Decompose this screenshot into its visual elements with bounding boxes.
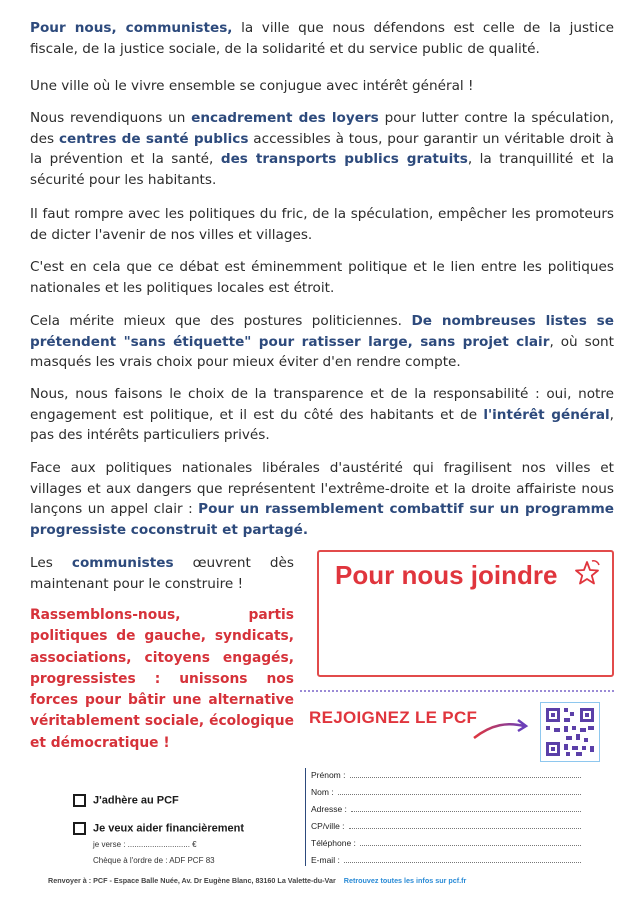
field-label: Téléphone :: [311, 838, 356, 848]
form-divider: [305, 768, 306, 866]
field-line[interactable]: [349, 821, 581, 829]
field-label: Prénom :: [311, 770, 346, 780]
checkbox-icon[interactable]: [73, 822, 86, 835]
emphasis-text: Pour un rassemblement combattif sur un programme progressiste coconstruit et partagé.: [30, 501, 614, 538]
paragraph-postures: [30, 311, 614, 373]
field-line[interactable]: [350, 770, 582, 778]
paragraph-text: Nous, nous faisons le choix de la transparence et de la responsabilité : oui, notre engagement est politique, et il est du côté des habitants et de: [30, 386, 614, 423]
paragraph-communistes: [30, 553, 294, 594]
paragraph-rassemblons: Rassemblons-nous, partis politiques de gauche, syndicats, associations, citoyens engagés, progressistes : unissons nos forces pour bâtir une alternative véritablement sociale, écologique et démocratique !: [30, 607, 294, 751]
field-label: Adresse :: [311, 804, 347, 814]
field-line[interactable]: [351, 804, 581, 812]
qr-code-icon[interactable]: [540, 702, 600, 762]
paragraph-appel: [30, 458, 614, 540]
paragraph-revendications: [30, 108, 614, 190]
field-line[interactable]: [360, 838, 581, 846]
field-label: E-mail :: [311, 855, 340, 865]
checkbox-icon[interactable]: [73, 794, 86, 807]
adhere-label: J'adhère au PCF: [93, 794, 179, 807]
field-adresse[interactable]: [311, 804, 581, 814]
amount-field[interactable]: je verse : ............................ €: [93, 840, 197, 849]
emphasis-text: l'intérêt général: [483, 406, 610, 423]
field-cp-ville[interactable]: [311, 821, 581, 831]
arrow-icon: [470, 714, 532, 744]
emphasis-text: encadrement des loyers: [191, 110, 379, 126]
emphasis-text: De nombreuses listes se prétendent "sans étiquette" pour ratisser large, sans projet clair: [30, 313, 614, 350]
emphasis-text: des transports publics gratuits: [220, 151, 468, 167]
star-icon: [572, 558, 602, 588]
financer-label: Je veux aider financièrement: [93, 822, 245, 835]
adhere-checkbox[interactable]: [73, 794, 179, 807]
footer-address: Renvoyer à : PCF - Espace Balle Nuée, Av. Dr Eugène Blanc, 83160 La Valette-du-Var: [48, 876, 336, 885]
join-title: REJOIGNEZ LE PCF: [309, 708, 478, 727]
field-label: Nom :: [311, 787, 334, 797]
contact-title: Pour nous joindre: [335, 560, 558, 590]
field-prenom[interactable]: [311, 770, 581, 780]
paragraph-rompre: Il faut rompre avec les politiques du fric, de la spéculation, empêcher les promoteurs de dicter l'avenir de nos villes et villages.: [30, 206, 614, 243]
paragraph-vivre-ensemble: Une ville où le vivre ensemble se conjugue avec intérêt général !: [30, 78, 474, 94]
emphasis-text: communistes: [71, 555, 174, 571]
paragraph-text: Face aux politiques nationales libérales d'austérité qui fragilisent nos villes et villages et aux dangers que représentent l'extrême-droite et la droite affairiste nous lançons un appel clair :: [30, 460, 614, 517]
paragraph-intro: [30, 18, 614, 59]
field-email[interactable]: [311, 855, 581, 865]
paragraph-text: Les: [30, 555, 72, 571]
emphasis-text: Pour nous, communistes,: [30, 20, 233, 36]
footer: [48, 876, 466, 885]
paragraph-text: , où sont masqués les vrais choix pour mieux éviter d'en rendre compte.: [30, 333, 614, 370]
field-line[interactable]: [344, 855, 581, 863]
field-nom[interactable]: [311, 787, 581, 797]
contact-box: [317, 550, 614, 677]
paragraph-text: la ville que nous défendons est celle de la justice fiscale, de la justice sociale, de la solidarité et du service public de qualité.: [30, 20, 614, 57]
paragraph-text: Nous revendiquons un: [30, 110, 192, 126]
emphasis-text: centres de santé publics: [58, 130, 249, 147]
paragraph-transparence: [30, 384, 614, 446]
divider: [300, 690, 614, 692]
field-label: CP/ville :: [311, 821, 345, 831]
financer-checkbox[interactable]: [73, 822, 244, 835]
field-telephone[interactable]: [311, 838, 581, 848]
paragraph-text: pour lutter contre la spéculation, des: [30, 110, 614, 147]
field-line[interactable]: [338, 787, 581, 795]
paragraph-text: , la tranquillité et la sécurité pour les habitants.: [30, 151, 615, 188]
paragraph-text: œuvrent dès maintenant pour le construire !: [30, 555, 294, 592]
cheque-note: Chèque à l'ordre de : ADF PCF 83: [93, 856, 215, 865]
paragraph-text: Cela mérite mieux que des postures politiciennes.: [30, 313, 412, 329]
paragraph-debat: C'est en cela que ce débat est éminemment politique et le lien entre les politiques nationales et les politiques locales est étroit.: [30, 259, 614, 296]
footer-link[interactable]: Retrouvez toutes les infos sur pcf.fr: [343, 876, 467, 885]
paragraph-text: accessibles à tous, pour garantir un véritable droit à la prévention et la santé,: [30, 130, 614, 167]
paragraph-text: , pas des intérêts particuliers privés.: [30, 406, 614, 443]
